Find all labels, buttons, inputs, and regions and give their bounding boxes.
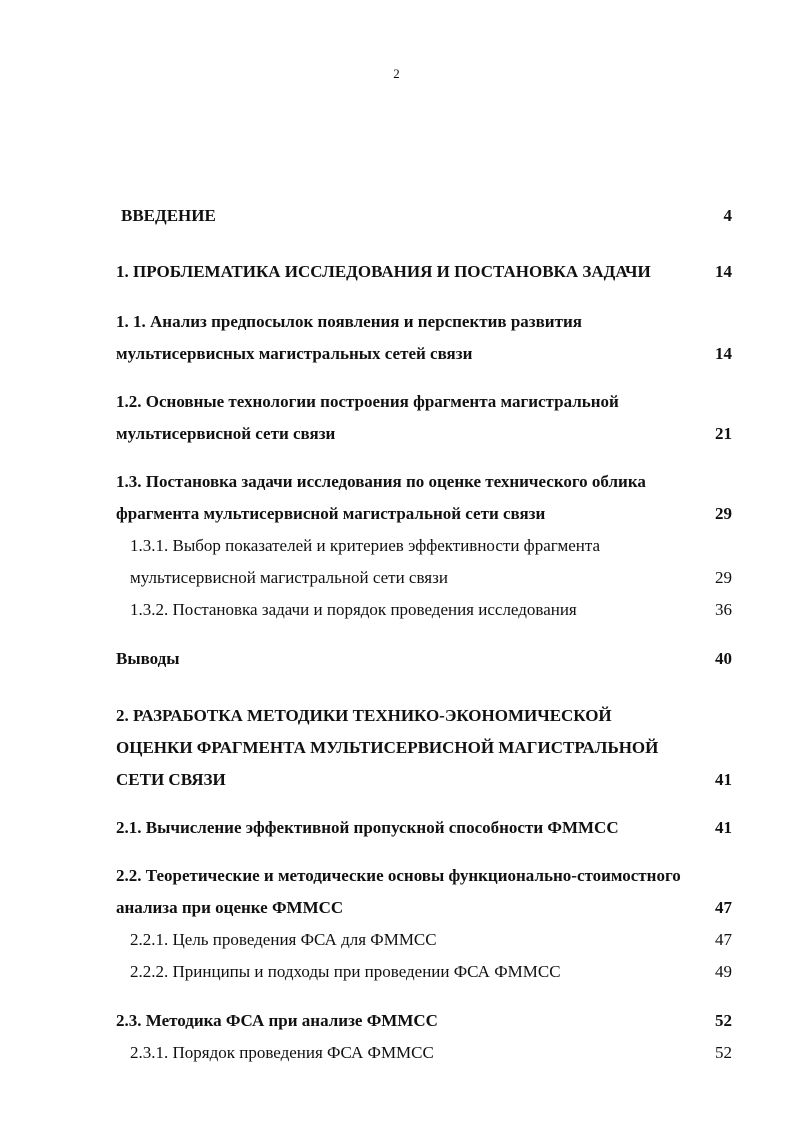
toc-entry-title: мультисервисной сети связи [116,424,336,443]
page-number: 2 [393,66,400,81]
toc-entry-title: 1.3.2. Постановка задачи и порядок проведения исследования [130,600,577,619]
toc-entry-page: 4 [723,206,732,225]
toc-entry-title: 2.1. Вычисление эффективной пропускной способности ФММСС [116,818,619,837]
toc-entry-page: 41 [715,770,732,789]
toc-entry-subsection-2-2-1[interactable] [130,928,732,952]
toc-entry-page: 36 [715,600,732,619]
toc-entry-section-2-1[interactable] [116,816,732,840]
toc-entry-page: 52 [715,1043,732,1062]
toc-entry-page: 41 [715,818,732,837]
toc-entry-title: 2.2.2. Принципы и подходы при проведении ФСА ФММСС [130,962,561,981]
toc-entry-title: 2.3.1. Порядок проведения ФСА ФММСС [130,1043,434,1062]
toc-entry-title: мультисервисной магистральной сети связи [130,568,448,587]
toc-entry-title: 1.3. Постановка задачи исследования по оценке технического облика [116,472,646,491]
toc-entry-section-1-1[interactable] [116,310,732,334]
toc-entry-subsection-2-3-1[interactable] [130,1041,732,1065]
toc-entry-title: 2.2.1. Цель проведения ФСА для ФММСС [130,930,437,949]
toc-entry-page: 29 [715,568,732,587]
toc-entry-title: 2.3. Методика ФСА при анализе ФММСС [116,1011,438,1030]
toc-entry-section-1-3-cont[interactable] [116,502,732,526]
toc-entry-title: 2. РАЗРАБОТКА МЕТОДИКИ ТЕХНИКО-ЭКОНОМИЧЕСКОЙ [116,706,612,725]
toc-entry-title: Выводы [116,649,180,668]
toc-entry-page: 29 [715,504,732,523]
toc-entry-title: 1.3.1. Выбор показателей и критериев эффективности фрагмента [130,536,601,555]
toc-entry-section-2-3[interactable] [116,1009,732,1033]
toc-entry-chapter-2[interactable] [116,704,732,728]
toc-entry-title: 2.2. Теоретические и методические основы функционально-стоимостного [116,866,681,885]
toc-entry-subsection-1-3-1[interactable] [130,534,732,558]
toc-entry-title: мультисервисных магистральных сетей связи [116,344,473,363]
toc-entry-page: 14 [715,344,732,363]
toc-entry-section-1-3[interactable] [116,470,732,494]
toc-entry-section-2-2[interactable] [116,864,732,888]
toc-entry-title: анализа при оценке ФММСС [116,898,344,917]
toc-entry-title: ВВЕДЕНИЕ [121,206,216,225]
toc-entry-page: 21 [715,424,732,443]
toc-entry-introduction[interactable] [116,204,732,228]
toc-entry-title: 1. 1. Анализ предпосылок появления и перспектив развития [116,312,582,331]
toc-entry-page: 40 [715,649,732,668]
toc-entry-chapter-2-cont[interactable] [116,736,732,760]
toc-entry-title: 1.2. Основные технологии построения фрагмента магистральной [116,392,619,411]
toc-entry-title: 1. ПРОБЛЕМАТИКА ИССЛЕДОВАНИЯ И ПОСТАНОВКА ЗАДАЧИ [116,262,651,281]
toc-entry-chapter-1[interactable] [116,260,732,284]
toc-entry-section-2-2-cont[interactable] [116,896,732,920]
toc-entry-title: СЕТИ СВЯЗИ [116,770,226,789]
toc-entry-title: фрагмента мультисервисной магистральной сети связи [116,504,546,523]
toc-entry-page: 52 [715,1011,732,1030]
toc-entry-page: 47 [715,898,732,917]
toc-entry-page: 14 [715,262,732,281]
toc-entry-section-1-1-cont[interactable] [116,342,732,366]
toc-entry-title: ОЦЕНКИ ФРАГМЕНТА МУЛЬТИСЕРВИСНОЙ МАГИСТРАЛЬНОЙ [116,738,659,757]
toc-entry-page: 49 [715,962,732,981]
toc-entry-subsection-1-3-1-cont[interactable] [130,566,732,590]
toc-entry-conclusions[interactable] [116,647,732,671]
toc-entry-chapter-2-cont-2[interactable] [116,768,732,792]
toc-entry-section-1-2-cont[interactable] [116,422,732,446]
toc-entry-subsection-2-2-2[interactable] [130,960,732,984]
toc-entry-section-1-2[interactable] [116,390,732,414]
toc-entry-subsection-1-3-2[interactable] [130,598,732,622]
toc-entry-page: 47 [715,930,732,949]
